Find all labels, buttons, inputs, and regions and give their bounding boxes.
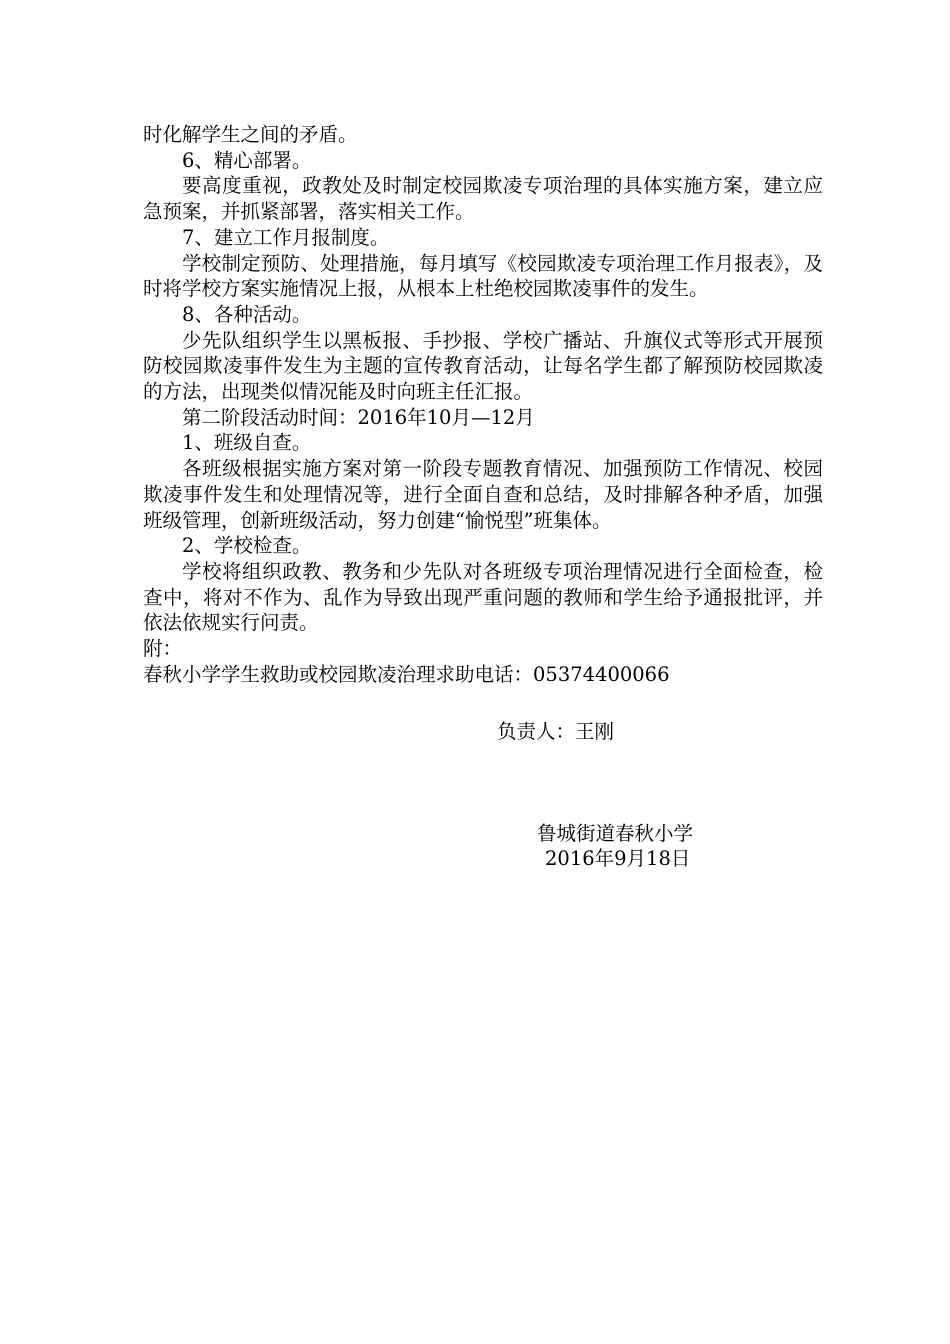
paragraph-item-8: 少先队组织学生以黑板报、手抄报、学校广播站、升旗仪式等形式开展预防校园欺凌事件发生为主题的宣传教育活动，让每名学生都了解预防校园欺凌的方法，出现类似情况能及时向班主任汇报。 (143, 328, 823, 404)
appendix-label: 附： (143, 637, 183, 661)
paragraph-class-self-check: 各班级根据实施方案对第一阶段专题教育情况、加强预防工作情况、校园欺凌事件发生和处理情况等，进行全面自查和总结，及时排解各种矛盾，加强班级管理，创新班级活动，努力创建“愉悦型”班集体。 (143, 457, 823, 532)
paragraph-continuation: 时化解学生之间的矛盾。 (143, 123, 358, 146)
heading-school-inspection: 2、学校检查。 (182, 534, 312, 558)
paragraph-school-inspection: 学校将组织政教、教务和少先队对各班级专项治理情况进行全面检查，检查中，将对不作为、乱作为导致出现严重问题的教师和学生给予通报批评，并依法依规实行问责。 (143, 559, 823, 635)
heading-class-self-check: 1、班级自查。 (182, 431, 312, 455)
signature-date: 2016年9月18日 (545, 847, 691, 870)
heading-item-8: 8、各种活动。 (182, 302, 312, 326)
help-hotline: 春秋小学学生救助或校园欺凌治理求助电话：05374400066 (143, 662, 670, 686)
paragraph-item-7: 学校制定预防、处理措施，每月填写《校园欺凌专项治理工作月报表》，及时将学校方案实施情况上报，从根本上杜绝校园欺凌事件的发生。 (143, 251, 823, 301)
heading-item-7: 7、建立工作月报制度。 (182, 225, 390, 249)
document-body (143, 122, 823, 687)
heading-item-6: 6、精心部署。 (182, 148, 312, 172)
paragraph-item-6: 要高度重视，政教处及时制定校园欺凌专项治理的具体实施方案，建立应急预案，并抓紧部署，落实相关工作。 (143, 174, 823, 224)
responsible-person: 负责人：王刚 (497, 720, 615, 743)
phase-two-time: 第二阶段活动时间：2016年10月—12月 (182, 405, 535, 429)
signature-organization: 鲁城街道春秋小学 (537, 822, 694, 845)
